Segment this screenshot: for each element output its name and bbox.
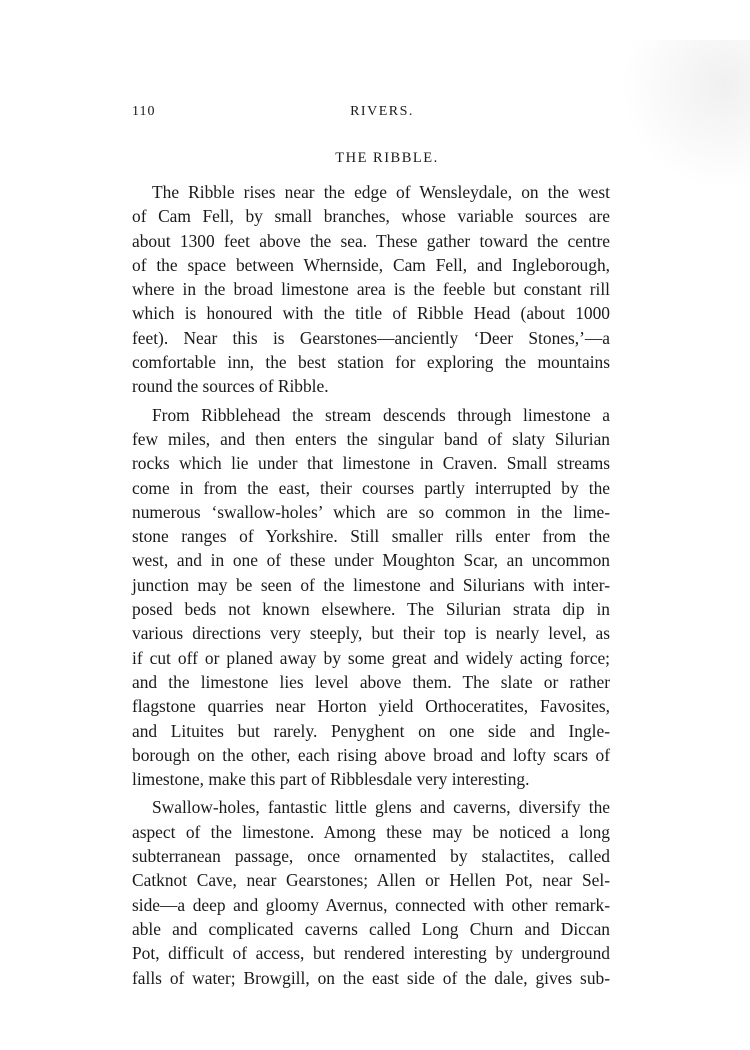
- text-line: various directions very steeply, but their top is nearly level, as: [132, 623, 610, 644]
- text-line: come in from the east, their courses partly interrupted by the: [132, 477, 610, 498]
- text-line: aspect of the limestone. Among these may be noticed a long: [132, 821, 610, 842]
- page-edge-shading: [620, 40, 750, 190]
- text-line: falls of water; Browgill, on the east side of the dale, gives sub-: [132, 967, 610, 988]
- text-line: about 1300 feet above the sea. These gather toward the centre: [132, 230, 610, 251]
- text-line: borough on the other, each rising above broad and lofty scars of: [132, 744, 610, 765]
- text-line: Swallow-holes, fantastic little glens and caverns, diversify the: [152, 797, 610, 818]
- text-line: comfortable inn, the best station for exploring the mountains: [132, 352, 610, 373]
- text-line: west, and in one of these under Moughton Scar, an uncommon: [132, 550, 610, 571]
- paragraph-2: [132, 403, 610, 792]
- text-line: few miles, and then enters the singular band of slaty Silurian: [132, 428, 610, 449]
- text-line: subterranean passage, once ornamented by stalactites, called: [132, 846, 610, 867]
- text-line: of Cam Fell, by small branches, whose variable sources are: [132, 206, 610, 227]
- text-line: of the space between Whernside, Cam Fell, and Ingleborough,: [132, 254, 610, 275]
- text-line: flagstone quarries near Horton yield Orthoceratites, Favosites,: [132, 696, 610, 717]
- running-head: RIVERS.: [350, 104, 414, 119]
- text-line: side—a deep and gloomy Avernus, connected with other remark-: [132, 894, 610, 915]
- text-line: From Ribblehead the stream descends through limestone a: [152, 404, 610, 425]
- text-line: rocks which lie under that limestone in Craven. Small streams: [132, 453, 610, 474]
- text-line: The Ribble rises near the edge of Wensleydale, on the west: [152, 182, 610, 202]
- page-header: [132, 104, 612, 128]
- text-line: Catknot Cave, near Gearstones; Allen or Hellen Pot, near Sel-: [132, 870, 610, 891]
- text-line: posed beds not known elsewhere. The Silurian strata dip in: [132, 599, 610, 620]
- section-title: THE RIBBLE.: [335, 150, 439, 166]
- text-line: where in the broad limestone area is the feeble but constant rill: [132, 279, 610, 300]
- text-line: which is honoured with the title of Ribble Head (about 1000: [132, 303, 610, 324]
- text-line: and Lituites but rarely. Penyghent on one side and Ingle-: [132, 720, 610, 741]
- text-line: round the sources of Ribble.: [132, 376, 329, 397]
- text-line: junction may be seen of the limestone and Silurians with inter-: [132, 574, 610, 595]
- text-line: limestone, make this part of Ribblesdale very interesting.: [132, 769, 530, 790]
- body-text: [132, 180, 610, 990]
- text-line: and the limestone lies level above them. The slate or rather: [132, 671, 610, 692]
- paragraph-1: [132, 180, 610, 399]
- paragraph-3: [132, 795, 610, 989]
- text-line: feet). Near this is Gearstones—anciently ‘Deer Stones,’—a: [132, 327, 610, 348]
- text-line: numerous ‘swallow-holes’ which are so common in the lime-: [132, 501, 610, 522]
- text-line: if cut off or planed away by some great and widely acting force;: [132, 647, 610, 668]
- text-line: Pot, difficult of access, but rendered interesting by underground: [132, 943, 610, 964]
- text-line: able and complicated caverns called Long Churn and Diccan: [132, 918, 610, 939]
- text-line: stone ranges of Yorkshire. Still smaller rills enter from the: [132, 526, 610, 547]
- page-number: 110: [132, 104, 156, 119]
